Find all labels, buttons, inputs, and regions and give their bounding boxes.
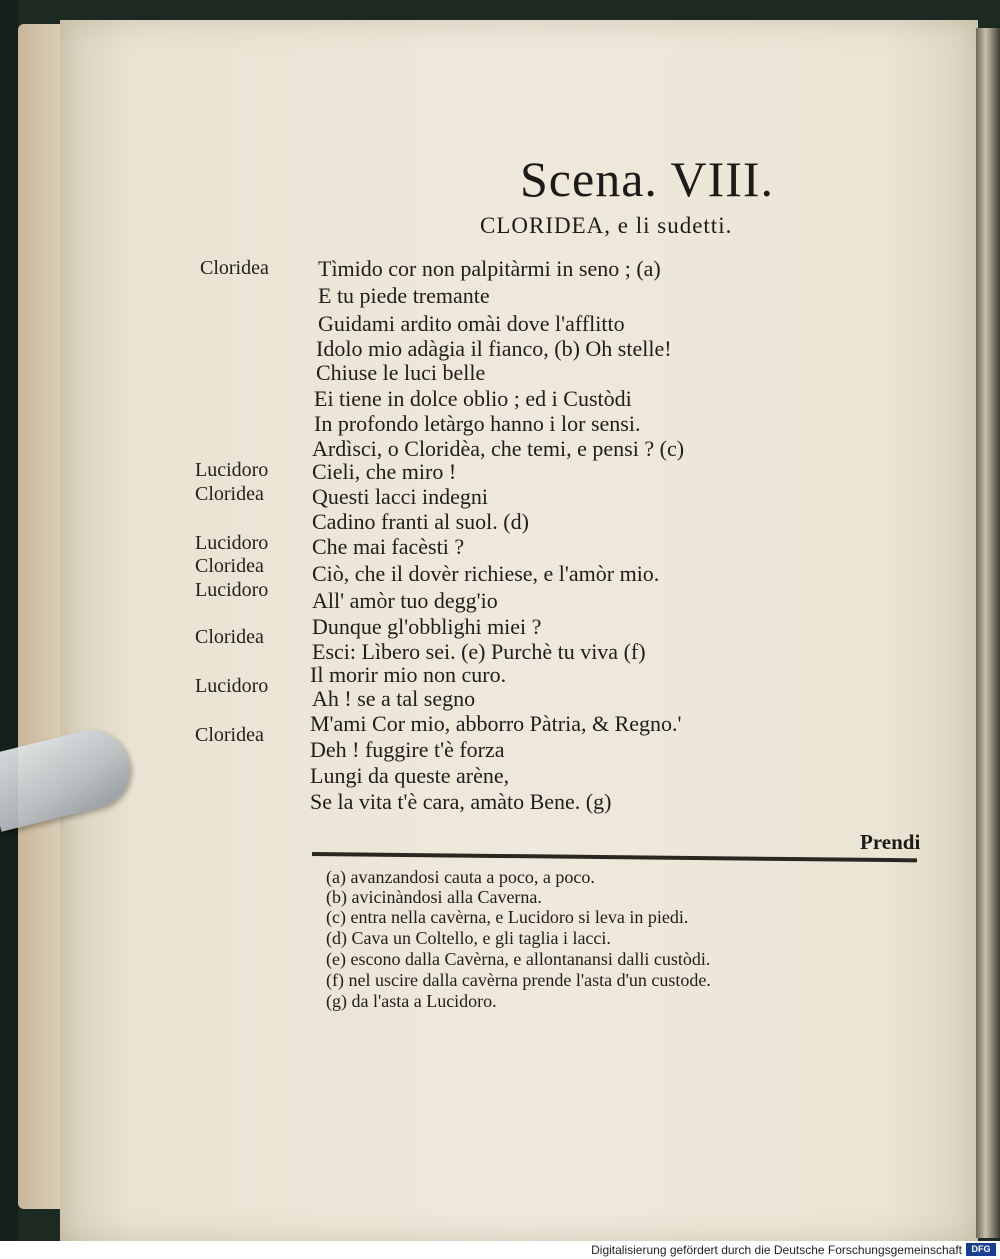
footnote: (g) da l'asta a Lucidoro. <box>326 991 497 1011</box>
verse-line: Lungi da queste arène, <box>310 763 510 788</box>
dfg-logo: DFG <box>966 1243 996 1256</box>
speaker-name: Cloridea <box>200 257 269 279</box>
footnote: (f) nel uscire dalla cavèrna prende l'asta d'un custode. <box>326 970 711 990</box>
verse-line: Cadino franti al suol. (d) <box>312 509 529 534</box>
speaker-name: Cloridea <box>195 626 264 648</box>
verse-line: Ah ! se a tal segno <box>312 686 476 711</box>
footnote: (d) Cava un Coltello, e gli taglia i lacci. <box>326 928 611 948</box>
verse-line: Cieli, che miro ! <box>312 459 457 484</box>
verse-line: Esci: Lìbero sei. (e) Purchè tu viva (f) <box>312 639 646 664</box>
verse-line: Deh ! fuggire t'è forza <box>310 737 505 762</box>
speaker-name: Cloridea <box>195 724 264 746</box>
verse-line: M'ami Cor mio, abborro Pàtria, & Regno.' <box>310 711 682 736</box>
verse-line: Ardìsci, o Cloridèa, che temi, e pensi ? (c) <box>312 436 685 461</box>
footnote: (b) avicinàndosi alla Caverna. <box>326 887 542 907</box>
speaker-name: Cloridea <box>195 483 264 505</box>
verse-line: Ciò, che il dovèr richiese, e l'amòr mio. <box>312 561 660 586</box>
footnote: (e) escono dalla Cavèrna, e allontanansi dalli custòdi. <box>326 949 711 969</box>
verse-line: Il morir mio non curo. <box>310 662 507 687</box>
speaker-name: Lucidoro <box>195 459 269 481</box>
verse-line: Se la vita t'è cara, amàto Bene. (g) <box>310 789 612 814</box>
verse-line: Idolo mio adàgia il fianco, (b) Oh stelle! <box>316 336 672 361</box>
footnote-separator <box>312 852 917 862</box>
scene-title: Scena. VIII. <box>520 151 775 207</box>
scene-subtitle: CLORIDEA, e li sudetti. <box>480 213 733 238</box>
footnote: (c) entra nella cavèrna, e Lucidoro si leva in piedi. <box>326 907 689 927</box>
speaker-name: Lucidoro <box>195 579 269 601</box>
speaker-name: Lucidoro <box>195 532 269 554</box>
speaker-name: Cloridea <box>195 555 264 577</box>
footer-credit: Digitalisierung gefördert durch die Deutsche Forschungsgemeinschaft <box>591 1243 962 1257</box>
catchword: Prendi <box>860 830 921 854</box>
verse-line: In profondo letàrgo hanno i lor sensi. <box>314 411 641 436</box>
verse-line: Questi lacci indegni <box>312 484 488 509</box>
verse-line: Guidami ardito omài dove l'afflitto <box>318 311 625 336</box>
verse-line: Ei tiene in dolce oblio ; ed i Custòdi <box>314 386 632 411</box>
verse-line: E tu piede tremante <box>318 283 490 308</box>
verse-line: Tìmido cor non palpitàrmi in seno ; (a) <box>318 256 661 281</box>
speaker-name: Lucidoro <box>195 675 269 697</box>
footnote: (a) avanzandosi cauta a poco, a poco. <box>326 867 595 887</box>
footer-bar <box>0 1241 1000 1259</box>
verse-line: Chiuse le luci belle <box>316 360 486 385</box>
verse-line: All' amòr tuo degg'io <box>312 588 498 613</box>
verse-line: Che mai facèsti ? <box>312 534 465 559</box>
verse-line: Dunque gl'obblighi miei ? <box>312 614 542 639</box>
